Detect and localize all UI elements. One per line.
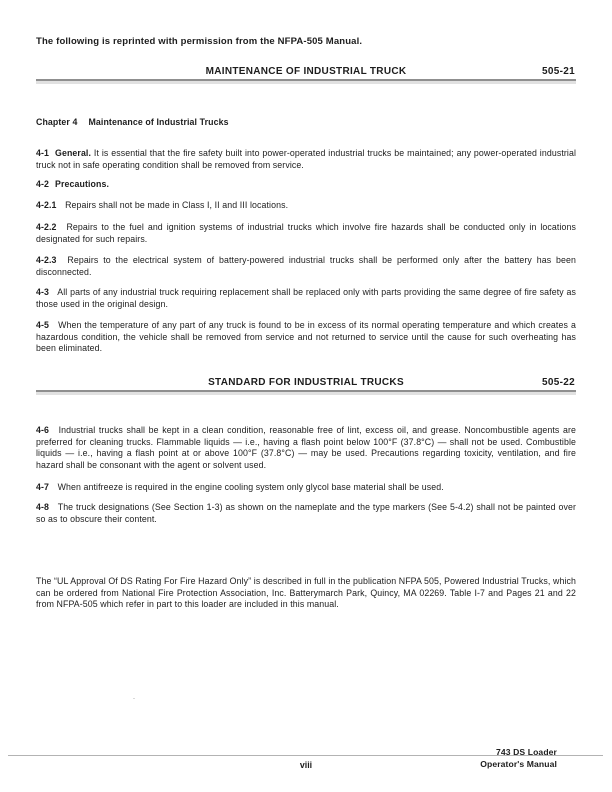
paragraph-number: 4-2.2	[36, 222, 57, 232]
paragraph-number: 4-5	[36, 320, 50, 330]
paragraph-4-5	[36, 320, 576, 355]
paragraph-4-6	[36, 425, 576, 471]
chapter-heading	[36, 117, 576, 127]
paragraph-text: Repairs to the fuel and ignition systems of industrial trucks which involve fire hazards shall be conducted only in locations designated for such repairs.	[36, 222, 576, 244]
paragraph-lead: Precautions.	[55, 179, 110, 189]
paragraph-number: 4-8	[36, 502, 50, 512]
paragraph-4-3	[36, 287, 576, 310]
footer-doc-title: 743 DS Loader	[495, 747, 557, 757]
paragraph-4-1	[36, 148, 576, 171]
paragraph-text: The truck designations (See Section 1-3) as shown on the nameplate and the type markers (See 5-4.2) shall not be painted over so as to obscure their content.	[36, 502, 577, 524]
paragraph-text: It is essential that the fire safety built into power-operated industrial trucks be maintained; any power-operated industrial truck not in safe operating condition shall be removed from service.	[36, 148, 577, 170]
paragraph-4-2-3	[36, 255, 576, 278]
paragraph-number: 4-1	[36, 148, 50, 158]
intro-text: The following is reprinted with permission from the NFPA-505 Manual.	[36, 36, 363, 47]
paragraph-number: 4-3	[36, 287, 50, 297]
paragraph-text: When the temperature of any part of any truck is found to be in excess of its normal operating temperature and which creates a hazardous condition, the vehicle shall be removed from service and not returned to service until the cause for such overheating has been eliminated.	[36, 320, 576, 353]
footer-doc-subtitle: Operator's Manual	[480, 758, 557, 769]
paragraph-4-2-1	[36, 200, 576, 212]
paragraph-text: Repairs shall not be made in Class I, II and III locations.	[65, 200, 289, 210]
paragraph-number: 4-2	[36, 179, 50, 189]
section-header-maintenance	[36, 66, 576, 81]
paragraph-number: 4-6	[36, 425, 50, 435]
paragraph-text: Industrial trucks shall be kept in a clean condition, reasonable free of lint, excess oil, and grease. Noncombustible agents are preferred for cleaning trucks. Flammable liquids — i.e., having a flash point below 100°F (37.8°C) — shall not be used. Combustible liquids — i.e., having a flash point at or above 100°F (37.8°C) — may be used. Precautions regarding toxicity, ventilation, and fire hazard shall be consonant with the agent or solvent used.	[36, 425, 576, 470]
section-title: MAINTENANCE OF INDUSTRIAL TRUCK	[205, 66, 407, 77]
paragraph-4-7	[36, 482, 576, 494]
section-page-ref: 505-22	[542, 377, 575, 388]
paragraph-4-2	[36, 179, 576, 191]
section-header-standard	[36, 377, 576, 392]
page-number: viii	[299, 760, 313, 770]
paragraph-number: 4-2.3	[36, 255, 57, 265]
chapter-title: Maintenance of Industrial Trucks	[88, 117, 229, 127]
paragraph-4-8	[36, 502, 576, 525]
paragraph-4-2-2	[36, 222, 576, 245]
paragraph-number: 4-7	[36, 482, 50, 492]
scan-speck	[133, 698, 135, 699]
chapter-label: Chapter 4	[36, 117, 78, 127]
ul-approval-footnote: The “UL Approval Of DS Rating For Fire Hazard Only” is described in full in the publication NFPA 505, Powered Industrial Trucks, which can be ordered from National Fire Protection Association, Inc. Batterymarch Park, Quincy, MA 02269. Table I-7 and Pages 21 and 22 from NFPA-505 which refer in part to this loader are included in this manual.	[36, 576, 576, 609]
paragraph-text: Repairs to the electrical system of battery-powered industrial trucks shall be performed only after the battery has been disconnected.	[36, 255, 576, 277]
section-title: STANDARD FOR INDUSTRIAL TRUCKS	[208, 377, 404, 388]
paragraph-lead: General.	[55, 148, 92, 158]
paragraph-text: When antifreeze is required in the engine cooling system only glycol base material shall be used.	[57, 482, 444, 492]
paragraph-number: 4-2.1	[36, 200, 57, 210]
section-page-ref: 505-21	[542, 66, 575, 77]
paragraph-text: All parts of any industrial truck requiring replacement shall be replaced only with parts providing the same degree of fire safety as those used in the original design.	[36, 287, 576, 309]
